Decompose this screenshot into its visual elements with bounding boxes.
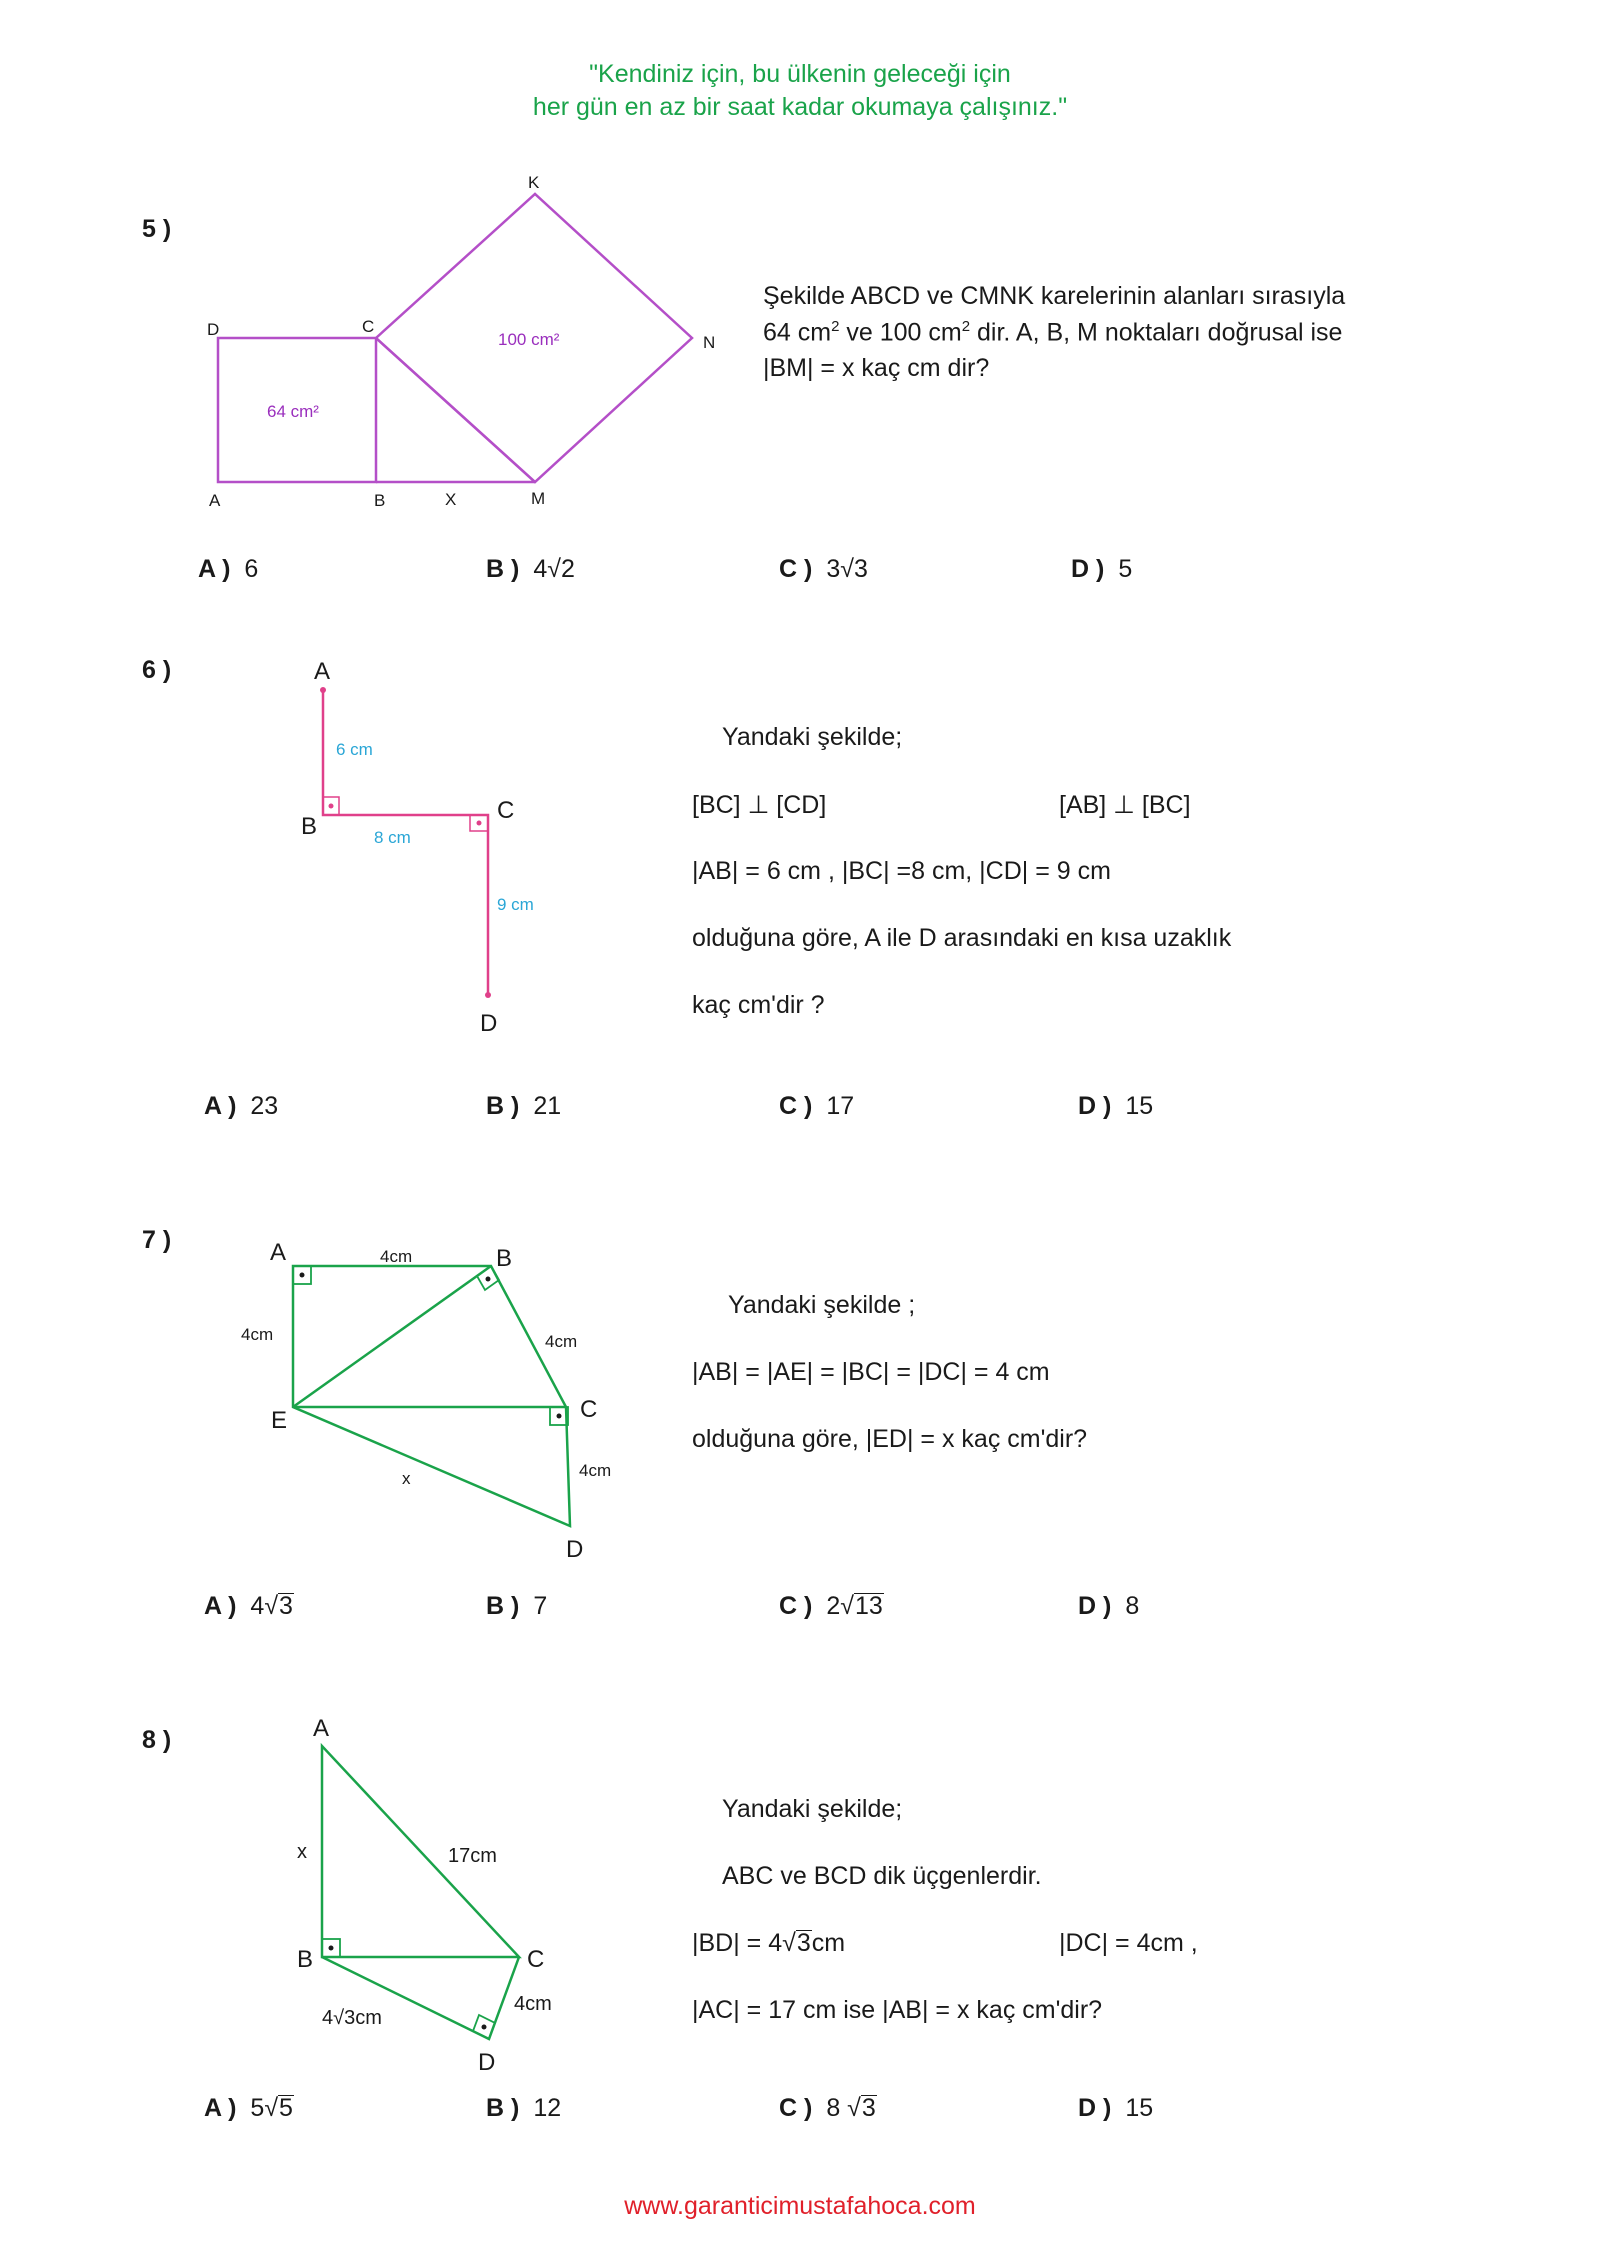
q7-line-1: Yandaki şekilde ;	[728, 1291, 916, 1319]
q5-choice-d[interactable]: D ) 5	[1071, 555, 1133, 583]
q7-choice-c[interactable]: C ) 2√13	[779, 1592, 883, 1620]
q8-line-3b: |DC| = 4cm ,	[1059, 1929, 1198, 1957]
q7-label-b: B	[496, 1245, 513, 1272]
q8-length-bd: 4√3cm	[322, 2007, 382, 2029]
q6-line-1: Yandaki şekilde;	[722, 723, 903, 751]
q8-label-d: D	[478, 2049, 496, 2076]
q6-choice-a[interactable]: A ) 23	[204, 1092, 279, 1120]
q7-length-cd: 4cm	[579, 1461, 612, 1480]
q6-point-d	[485, 992, 491, 998]
q5-label-k: K	[528, 173, 540, 192]
q8-label-b: B	[297, 1946, 314, 1973]
q5-label-b: B	[374, 491, 386, 510]
question-7-number: 7 )	[142, 1226, 172, 1254]
q5-choice-b[interactable]: B ) 4√2	[486, 555, 575, 583]
q6-point-a	[320, 687, 326, 693]
q6-label-c: C	[497, 797, 515, 824]
q7-line-eb	[293, 1266, 491, 1407]
q5-label-d: D	[207, 320, 220, 339]
q6-figure	[290, 650, 534, 1040]
q8-choice-d[interactable]: D ) 15	[1078, 2094, 1154, 2122]
q7-label-d: D	[566, 1536, 584, 1563]
q7-label-e: E	[271, 1407, 288, 1434]
q7-length-ab: 4cm	[380, 1247, 413, 1266]
q7-line-3: olduğuna göre, |ED| = x kaç cm'dir?	[692, 1425, 1088, 1453]
q6-line-2a: [BC] ⊥ [CD]	[692, 791, 827, 819]
q8-dot-b	[329, 1946, 334, 1951]
q8-figure	[280, 1710, 580, 2080]
q7-figure	[230, 1230, 630, 1570]
q5-text-line-1: Şekilde ABCD ve CMNK karelerinin alanları sırasıyla	[763, 282, 1346, 310]
q8-length-ac: 17cm	[448, 1845, 497, 1867]
question-8-number: 8 )	[142, 1726, 172, 1754]
q5-label-c: C	[362, 317, 375, 336]
q7-dot-c	[557, 1414, 562, 1419]
q8-choice-a[interactable]: A ) 5√5	[204, 2094, 293, 2122]
q5-choice-c[interactable]: C ) 3√3	[779, 555, 868, 583]
q7-dot-a	[300, 1273, 305, 1278]
q7-choice-b[interactable]: B ) 7	[486, 1592, 548, 1620]
q5-label-a: A	[209, 491, 221, 510]
q6-dot-b	[329, 804, 334, 809]
q6-choice-c[interactable]: C ) 17	[779, 1092, 855, 1120]
motto-line-1: "Kendiniz için, bu ülkenin geleceği için	[589, 60, 1011, 88]
q6-choice-d[interactable]: D ) 15	[1078, 1092, 1154, 1120]
q7-line-2: |AB| = |AE| = |BC| = |DC| = 4 cm	[692, 1358, 1050, 1386]
q5-area-big: 100 cm²	[498, 330, 560, 349]
q5-figure	[195, 170, 755, 520]
q5-label-m: M	[531, 489, 546, 508]
q6-line-5: kaç cm'dir ?	[692, 991, 825, 1019]
q6-line-4: olduğuna göre, A ile D arasındaki en kısa uzaklık	[692, 924, 1232, 952]
question-6-number: 6 )	[142, 656, 172, 684]
q5-choice-a[interactable]: A ) 6	[198, 555, 259, 583]
q5-text-line-3: |BM| = x kaç cm dir?	[763, 354, 990, 382]
q7-length-bc: 4cm	[545, 1332, 578, 1351]
q7-label-a: A	[270, 1239, 287, 1266]
q8-line-1: Yandaki şekilde;	[722, 1795, 903, 1823]
q8-line-2: ABC ve BCD dik üçgenlerdir.	[722, 1862, 1042, 1890]
question-5-number: 5 )	[142, 215, 172, 243]
q8-line-3a: |BD| = 4√3cm	[692, 1929, 846, 1957]
motto	[0, 58, 1600, 124]
q6-line-2b: [AB] ⊥ [BC]	[1059, 791, 1191, 819]
q7-choice-d[interactable]: D ) 8	[1078, 1592, 1140, 1620]
q7-dot-b	[486, 1277, 491, 1282]
q6-length-bc: 8 cm	[374, 828, 411, 847]
q6-choice-b[interactable]: B ) 21	[486, 1092, 562, 1120]
q7-label-c: C	[580, 1396, 598, 1423]
q5-line-cm	[376, 338, 535, 482]
q6-label-b: B	[301, 813, 318, 840]
q8-line-4: |AC| = 17 cm ise |AB| = x kaç cm'dir?	[692, 1996, 1103, 2024]
q6-label-a: A	[314, 658, 331, 685]
q6-dot-c	[477, 821, 482, 826]
q6-length-cd: 9 cm	[497, 895, 534, 914]
q8-label-a: A	[313, 1715, 330, 1742]
q5-area-small: 64 cm²	[267, 402, 319, 421]
q7-label-x: x	[402, 1469, 411, 1488]
q8-choice-b[interactable]: B ) 12	[486, 2094, 562, 2122]
q5-label-n: N	[703, 333, 716, 352]
q8-length-dc: 4cm	[514, 1993, 552, 2015]
q7-choice-a[interactable]: A ) 4√3	[204, 1592, 293, 1620]
q5-text-line-2: 64 $cm^2$ ve 100 $cm^2$ dir. A, B, M noktaları doğrusal ise	[763, 318, 1343, 347]
footer-url[interactable]: www.garanticimustafahoca.com	[624, 2192, 976, 2220]
q8-choice-c[interactable]: C ) 8 √3	[779, 2094, 876, 2122]
q8-dot-d	[482, 2025, 487, 2030]
q5-label-x: X	[445, 490, 457, 509]
q6-line-3: |AB| = 6 cm , |BC| =8 cm, |CD| = 9 cm	[692, 857, 1111, 885]
q6-label-d: D	[480, 1010, 498, 1037]
q8-label-c: C	[527, 1946, 545, 1973]
q7-polygon	[293, 1266, 570, 1526]
motto-line-2: her gün en az bir saat kadar okumaya çalışınız."	[532, 93, 1068, 121]
q8-label-x: x	[297, 1841, 307, 1863]
q6-length-ab: 6 cm	[336, 740, 373, 759]
q7-length-ae: 4cm	[241, 1325, 274, 1344]
